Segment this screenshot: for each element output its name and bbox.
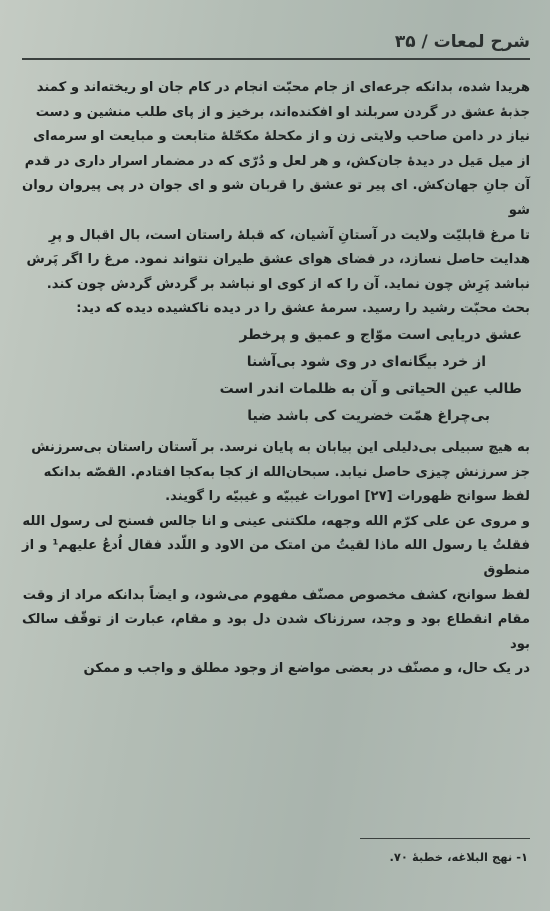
text-line: هریدا شده، بدانکه جرعه‌ای از جام محبّت انجام در کام جان او ریخته‌اند و کمند — [36, 80, 530, 95]
header-rule — [22, 58, 530, 60]
poem-verse: طالب عین الحیاتی و آن به ظلمات اندر است — [219, 380, 522, 397]
text-line: لفظ سوانح ظهورات [۲۷] امورات غیبیّه و غیبیّه را گویند. — [165, 489, 530, 505]
page-header: شرح لمعات / ۳۵ — [394, 32, 530, 52]
text-line: هدایت حاصل نسازد، در فضای هوای عشق طیران نتواند نمود. مرغ را اگر پَرش — [26, 252, 530, 268]
text-line: جز سرزنش چیزی حاصل نیابد. سبحان‌الله از کجا به‌کجا افتادم. القصّه بدانکه — [43, 464, 530, 480]
text-line: فقلتُ یا رسول الله ماذا لقیتُ من امتک من الاود و اللّدد فقال اُدعُ علیهم¹ و از منطوق — [22, 538, 530, 578]
poem-verse: عشق دریایی است موّاج و عمیق و پرخطر — [239, 326, 522, 343]
poem-verse: بی‌چراغ همّت خضریت کی باشد ضیا — [247, 407, 490, 424]
text-line: بحث محبّت رشید را رسید. سرمهٔ عشق را در دیده ناکشیده دیده که دید: — [76, 301, 530, 317]
text-line: در یک حال، و مصنّف در بعضی مواضع از وجود مطلق و واجب و ممکن — [83, 661, 530, 677]
text-line: مقام انقطاع بود و وجد، سرزناک شدن دل بود و مقام، عبارت از توقّف سالک بود — [22, 612, 530, 652]
book-page — [22, 18, 530, 893]
main-text — [22, 76, 530, 682]
text-line: نیاز در دامن صاحب ولایتی زن و از مکحلهٔ مکحّلهٔ متابعت و مبایعت او سرمه‌ای — [33, 129, 530, 145]
text-line: لفظ سوانح، کشف مخصوص مصنّف مفهوم می‌شود، و ایضاً بدانکه مراد از وقت — [22, 587, 530, 603]
text-line: از میل مَیل در دیدهٔ جان‌کش، و هر لعل و دُرّی که در مضمار اسرار داری در قدم — [24, 153, 530, 169]
footnote-rule — [360, 838, 530, 839]
text-line: نباشد پَرِش چون نماید. آن را که از کوی او نباشد بر گردش گردش چون کند. — [46, 276, 530, 292]
footnote: ۱- نهج البلاغه، خطبهٔ ۷۰. — [389, 850, 528, 864]
text-line: تا مرغ قابلیّت ولایت در آستانِ آشیان، که قبلهٔ راستان است، بال اقبال و پرِ — [48, 227, 530, 243]
text-line: جذبهٔ عشق در گردن سربلند او افکنده‌اند، برخیز و از پای طلب منشین و دست — [35, 104, 530, 120]
text-line: آن جانِ جهان‌کش. ای پیر تو عشق را قربان شو و ای جوان در پی پیروان روان شو — [22, 178, 530, 218]
poem-verse: از خرد بیگانه‌ای در وی شود بی‌آشنا — [246, 353, 486, 370]
text-line: به هیچ سبیلی بی‌دلیلی این بیابان به پایان نرسد. بر آستان راستان بی‌سرزنش — [31, 439, 530, 455]
text-line: و مروی عن علی کرّم الله وجهه، ملکتنی عینی و انا جالس فسنح لی رسول الله — [22, 513, 530, 529]
